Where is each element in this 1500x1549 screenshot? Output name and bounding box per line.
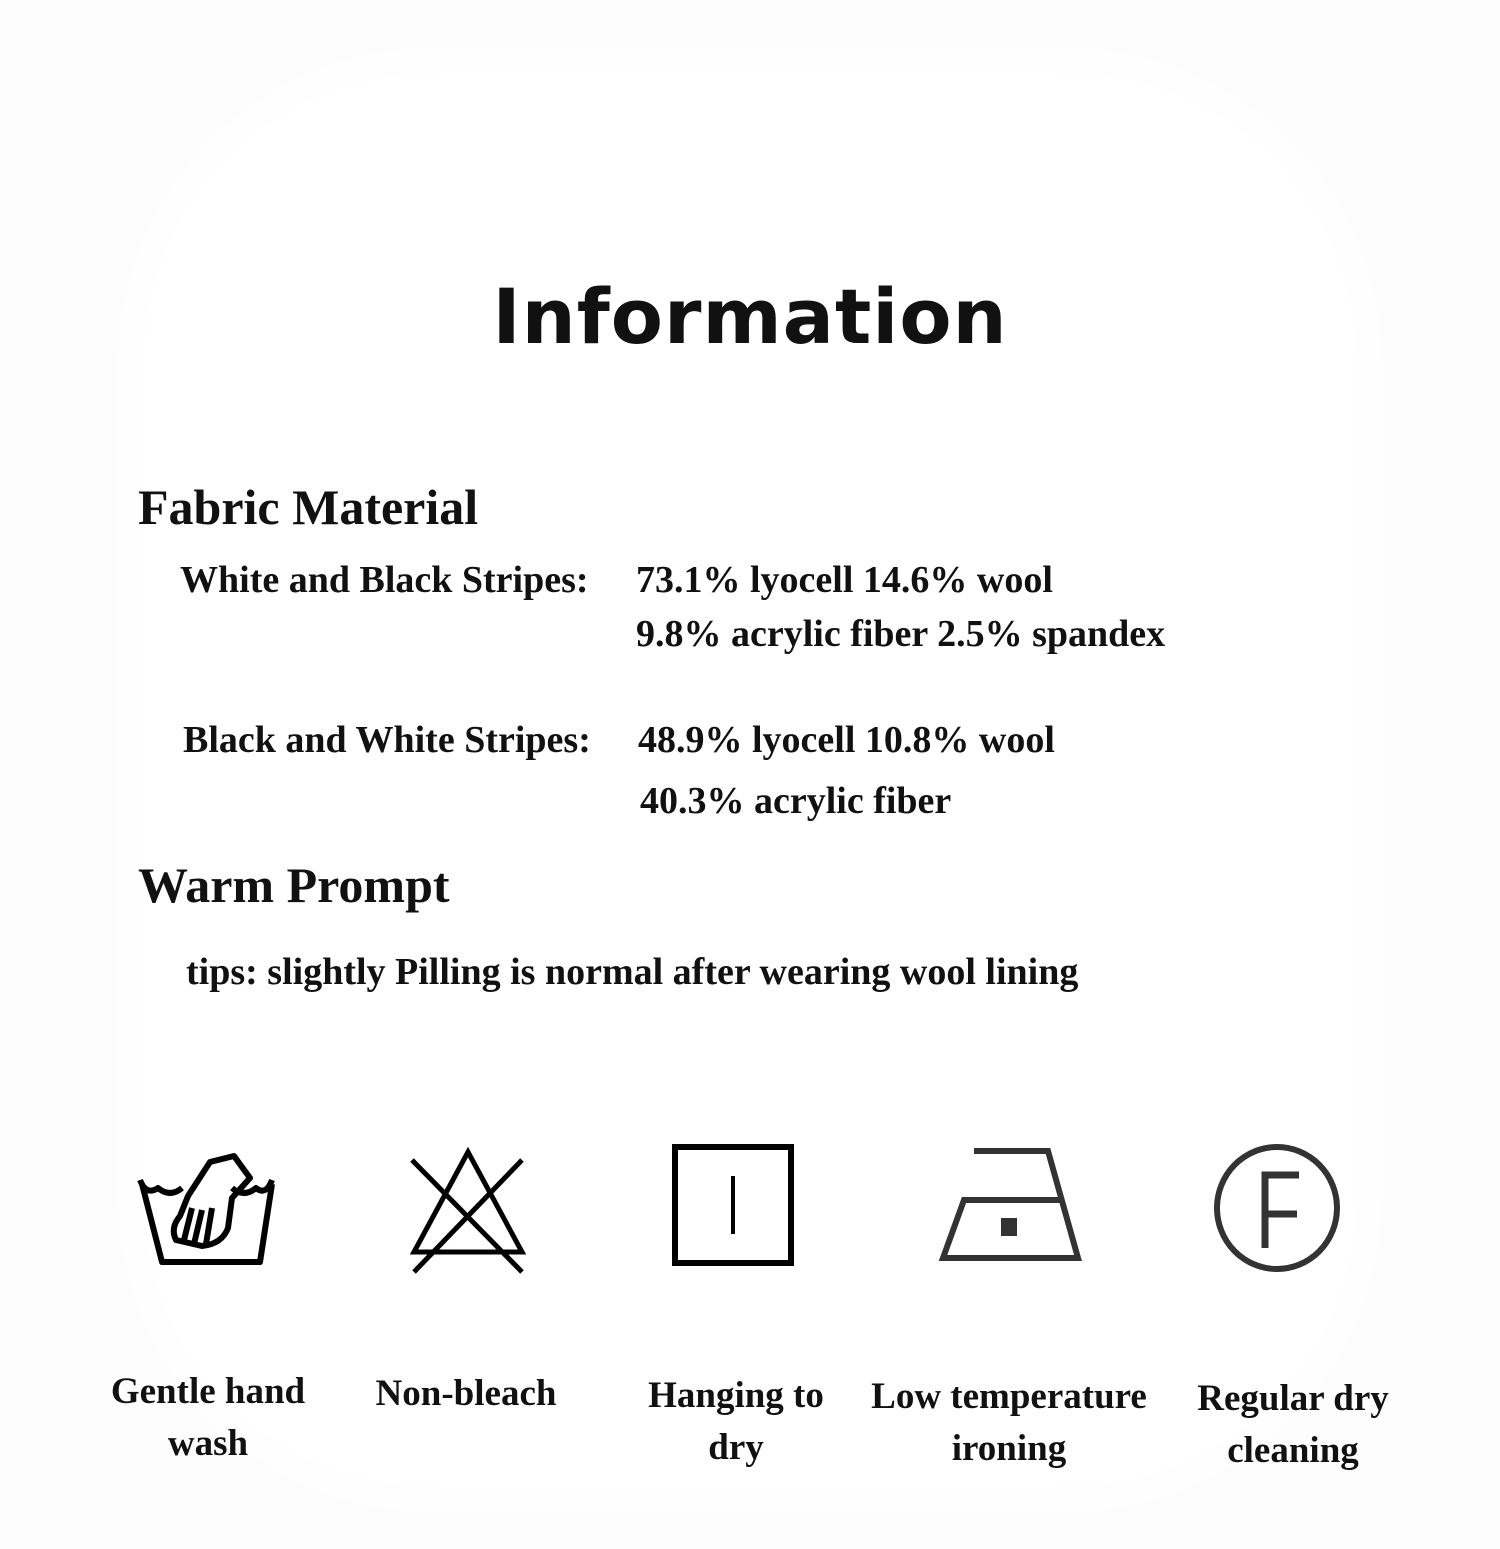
fabric-value-1a: 73.1% lyocell 14.6% wool [636,559,1053,601]
hand-wash-icon [136,1148,278,1268]
warm-tip: tips: slightly Pilling is normal after wearing wool lining [186,951,1079,993]
fabric-value-2a: 48.9% lyocell 10.8% wool [638,719,1055,761]
care-label-line: Gentle hand [110,1371,306,1412]
care-label-line: Non-bleach [375,1373,557,1414]
fabric-heading: Fabric Material [138,479,479,535]
care-label-line: dry [708,1427,764,1468]
warm-heading: Warm Prompt [138,857,450,913]
page-title: Information [492,272,1008,361]
care-label-line: Hanging to [648,1375,824,1416]
fabric-label-2: Black and White Stripes: [183,719,591,761]
low-iron-icon [938,1146,1084,1266]
fabric-value-2b: 40.3% acrylic fiber [640,780,952,822]
line-dry-icon [672,1144,796,1268]
care-label-line-dry [576,1370,896,1474]
care-label-line: cleaning [1227,1430,1359,1471]
care-label-low-iron [849,1371,1169,1475]
dry-clean-f-icon [1213,1144,1341,1274]
care-label-line: Regular dry [1197,1378,1389,1419]
fabric-value-1b: 9.8% acrylic fiber 2.5% spandex [636,613,1166,655]
no-bleach-icon [406,1148,532,1278]
care-label-line: ironing [951,1428,1067,1469]
care-label-dry-clean [1133,1373,1453,1477]
fabric-label-1: White and Black Stripes: [180,559,589,601]
care-label-line: Low temperature [871,1376,1147,1417]
care-label-line: wash [167,1423,249,1464]
